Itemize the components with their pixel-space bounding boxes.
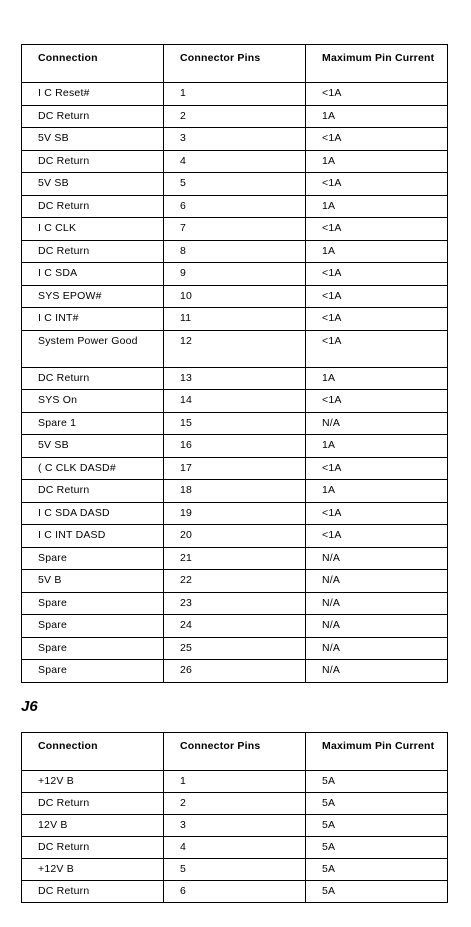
cell-max-current: 1A <box>306 195 448 218</box>
cell-connection: 5V SB <box>22 173 164 196</box>
table-row <box>22 412 448 435</box>
pin-table-1 <box>21 44 448 683</box>
table-row <box>22 615 448 638</box>
column-header-connection: Connection <box>22 733 164 771</box>
cell-connection: Spare <box>22 615 164 638</box>
cell-connector-pin: 18 <box>164 480 306 503</box>
cell-connection: System Power Good <box>22 330 164 367</box>
cell-max-current: <1A <box>306 173 448 196</box>
cell-max-current: <1A <box>306 285 448 308</box>
table-row <box>22 150 448 173</box>
cell-connection: DC Return <box>22 480 164 503</box>
table-row <box>22 390 448 413</box>
table-row <box>22 793 448 815</box>
cell-connector-pin: 12 <box>164 330 306 367</box>
table-header-row <box>22 45 448 83</box>
cell-max-current: N/A <box>306 660 448 683</box>
cell-connector-pin: 2 <box>164 105 306 128</box>
cell-max-current: 1A <box>306 105 448 128</box>
cell-max-current: 1A <box>306 435 448 458</box>
pin-table-j6 <box>21 732 448 903</box>
cell-max-current: 1A <box>306 150 448 173</box>
cell-connector-pin: 25 <box>164 637 306 660</box>
table-row <box>22 502 448 525</box>
cell-connector-pin: 6 <box>164 881 306 903</box>
cell-connection: DC Return <box>22 367 164 390</box>
cell-connector-pin: 3 <box>164 128 306 151</box>
cell-max-current: 1A <box>306 480 448 503</box>
table-header-row <box>22 733 448 771</box>
cell-connection: Spare <box>22 592 164 615</box>
cell-connection: DC Return <box>22 195 164 218</box>
cell-connector-pin: 19 <box>164 502 306 525</box>
table-row <box>22 240 448 263</box>
cell-max-current: 5A <box>306 815 448 837</box>
cell-max-current: 5A <box>306 793 448 815</box>
cell-max-current: 5A <box>306 881 448 903</box>
cell-max-current: 5A <box>306 771 448 793</box>
cell-connector-pin: 5 <box>164 173 306 196</box>
cell-connection: DC Return <box>22 240 164 263</box>
section-heading-j6: J6 <box>21 698 38 715</box>
table-row <box>22 128 448 151</box>
table-row <box>22 525 448 548</box>
table-row <box>22 83 448 106</box>
cell-max-current: <1A <box>306 83 448 106</box>
table-row <box>22 457 448 480</box>
cell-connection: +12V B <box>22 859 164 881</box>
cell-max-current: N/A <box>306 592 448 615</box>
cell-connection: DC Return <box>22 837 164 859</box>
table-row <box>22 263 448 286</box>
cell-max-current: <1A <box>306 128 448 151</box>
table-row <box>22 771 448 793</box>
cell-connection: SYS On <box>22 390 164 413</box>
cell-connector-pin: 3 <box>164 815 306 837</box>
column-header-max-current: Maximum Pin Current <box>306 45 448 83</box>
cell-connection: DC Return <box>22 150 164 173</box>
cell-connector-pin: 23 <box>164 592 306 615</box>
cell-connection: DC Return <box>22 105 164 128</box>
cell-max-current: 5A <box>306 837 448 859</box>
cell-connector-pin: 4 <box>164 150 306 173</box>
cell-connection: DC Return <box>22 881 164 903</box>
cell-connector-pin: 7 <box>164 218 306 241</box>
cell-max-current: <1A <box>306 263 448 286</box>
table-row <box>22 330 448 367</box>
cell-connection: I C SDA <box>22 263 164 286</box>
cell-max-current: N/A <box>306 547 448 570</box>
cell-connector-pin: 6 <box>164 195 306 218</box>
column-header-connector-pins: Connector Pins <box>164 733 306 771</box>
table-row <box>22 308 448 331</box>
table-row <box>22 859 448 881</box>
table-row <box>22 218 448 241</box>
cell-max-current: N/A <box>306 615 448 638</box>
cell-connector-pin: 8 <box>164 240 306 263</box>
cell-connector-pin: 2 <box>164 793 306 815</box>
table-row <box>22 435 448 458</box>
cell-connection: Spare <box>22 660 164 683</box>
table-row <box>22 815 448 837</box>
table-row <box>22 881 448 903</box>
cell-max-current: <1A <box>306 525 448 548</box>
cell-connector-pin: 13 <box>164 367 306 390</box>
table-row <box>22 592 448 615</box>
cell-connection: DC Return <box>22 793 164 815</box>
cell-connection: I C Reset# <box>22 83 164 106</box>
cell-connector-pin: 15 <box>164 412 306 435</box>
cell-connector-pin: 24 <box>164 615 306 638</box>
cell-connection: I C INT DASD <box>22 525 164 548</box>
column-header-max-current: Maximum Pin Current <box>306 733 448 771</box>
cell-connector-pin: 11 <box>164 308 306 331</box>
cell-connection: Spare <box>22 637 164 660</box>
table-row <box>22 837 448 859</box>
cell-connection: +12V B <box>22 771 164 793</box>
cell-connection: 5V SB <box>22 128 164 151</box>
cell-connection: Spare 1 <box>22 412 164 435</box>
cell-connector-pin: 21 <box>164 547 306 570</box>
table-row <box>22 285 448 308</box>
column-header-connection: Connection <box>22 45 164 83</box>
cell-connection: I C INT# <box>22 308 164 331</box>
cell-max-current: N/A <box>306 637 448 660</box>
cell-connector-pin: 5 <box>164 859 306 881</box>
cell-connection: SYS EPOW# <box>22 285 164 308</box>
cell-connector-pin: 16 <box>164 435 306 458</box>
cell-max-current: <1A <box>306 390 448 413</box>
cell-max-current: 5A <box>306 859 448 881</box>
table-row <box>22 105 448 128</box>
cell-connector-pin: 9 <box>164 263 306 286</box>
cell-connector-pin: 17 <box>164 457 306 480</box>
table-row <box>22 660 448 683</box>
table-row <box>22 547 448 570</box>
cell-max-current: <1A <box>306 308 448 331</box>
cell-connector-pin: 20 <box>164 525 306 548</box>
cell-max-current: N/A <box>306 412 448 435</box>
cell-connector-pin: 22 <box>164 570 306 593</box>
table-row <box>22 637 448 660</box>
cell-connection: I C CLK <box>22 218 164 241</box>
cell-max-current: N/A <box>306 570 448 593</box>
cell-connection: ( C CLK DASD# <box>22 457 164 480</box>
cell-max-current: 1A <box>306 367 448 390</box>
cell-connection: 5V SB <box>22 435 164 458</box>
cell-connector-pin: 1 <box>164 83 306 106</box>
cell-connector-pin: 4 <box>164 837 306 859</box>
table-row <box>22 480 448 503</box>
cell-connection: Spare <box>22 547 164 570</box>
cell-max-current: <1A <box>306 330 448 367</box>
cell-connection: 12V B <box>22 815 164 837</box>
column-header-connector-pins: Connector Pins <box>164 45 306 83</box>
table-row <box>22 173 448 196</box>
cell-connector-pin: 10 <box>164 285 306 308</box>
cell-max-current: <1A <box>306 457 448 480</box>
cell-connection: 5V B <box>22 570 164 593</box>
cell-connector-pin: 14 <box>164 390 306 413</box>
cell-max-current: <1A <box>306 502 448 525</box>
table-row <box>22 570 448 593</box>
cell-connector-pin: 1 <box>164 771 306 793</box>
cell-connector-pin: 26 <box>164 660 306 683</box>
cell-max-current: 1A <box>306 240 448 263</box>
cell-connection: I C SDA DASD <box>22 502 164 525</box>
table-row <box>22 367 448 390</box>
cell-max-current: <1A <box>306 218 448 241</box>
table-row <box>22 195 448 218</box>
